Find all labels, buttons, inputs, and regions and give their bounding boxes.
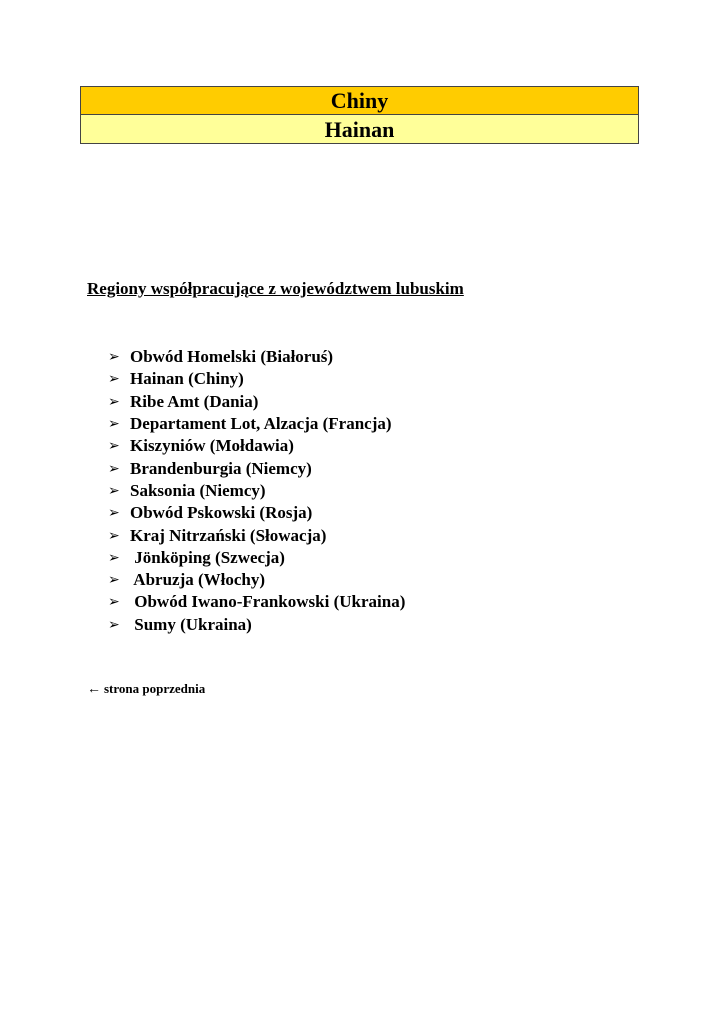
list-item [108,614,405,636]
list-item-label: Kiszyniów (Mołdawia) [130,436,294,456]
list-item [108,368,405,390]
arrowhead-bullet-icon: ➢ [108,393,120,410]
list-item [108,457,405,479]
list-item-label: Kraj Nitrzański (Słowacja) [130,525,327,545]
arrowhead-bullet-icon: ➢ [108,460,120,477]
country-row [81,87,639,115]
country-title: Chiny [81,87,639,115]
list-item-label: Obwód Homelski (Białoruś) [130,347,334,367]
arrowhead-bullet-icon: ➢ [108,572,120,589]
region-row [81,115,639,144]
section-heading: Regiony współpracujące z województwem lubuskim [87,279,464,298]
list-item [108,435,405,457]
list-item-label: Brandenburgia (Niemcy) [130,458,312,478]
region-list [108,346,405,636]
list-item [108,547,405,569]
arrowhead-bullet-icon: ➢ [108,416,120,433]
back-link[interactable] [87,681,205,698]
list-item-label: Hainan (Chiny) [130,369,244,389]
arrowhead-bullet-icon: ➢ [108,438,120,455]
arrowhead-bullet-icon: ➢ [108,594,120,611]
list-item [108,413,405,435]
arrowhead-bullet-icon: ➢ [108,616,120,633]
list-item-label: Abruzja (Włochy) [130,570,266,590]
arrowhead-bullet-icon: ➢ [108,505,120,522]
list-item-label: Ribe Amt (Dania) [130,391,259,411]
list-item [108,346,405,368]
region-title: Hainan [81,115,639,144]
back-link-label: strona poprzednia [104,681,206,696]
list-item-label: Departament Lot, Alzacja (Francja) [130,414,392,434]
list-item [108,502,405,524]
header-table [80,86,639,144]
list-item [108,569,405,591]
arrowhead-bullet-icon: ➢ [108,349,120,366]
list-item-label: Jönköping (Szwecja) [130,547,285,567]
arrowhead-bullet-icon: ➢ [108,482,120,499]
list-item-label: Obwód Pskowski (Rosja) [130,503,313,523]
list-item-label: Obwód Iwano-Frankowski (Ukraina) [130,592,406,612]
list-item [108,391,405,413]
arrowhead-bullet-icon: ➢ [108,527,120,544]
list-item-label: Saksonia (Niemcy) [130,480,266,500]
left-arrow-icon: ← [87,682,101,697]
list-item [108,480,405,502]
list-item-label: Sumy (Ukraina) [130,614,252,634]
arrowhead-bullet-icon: ➢ [108,549,120,566]
list-item [108,591,405,613]
arrowhead-bullet-icon: ➢ [108,371,120,388]
list-item [108,524,405,546]
